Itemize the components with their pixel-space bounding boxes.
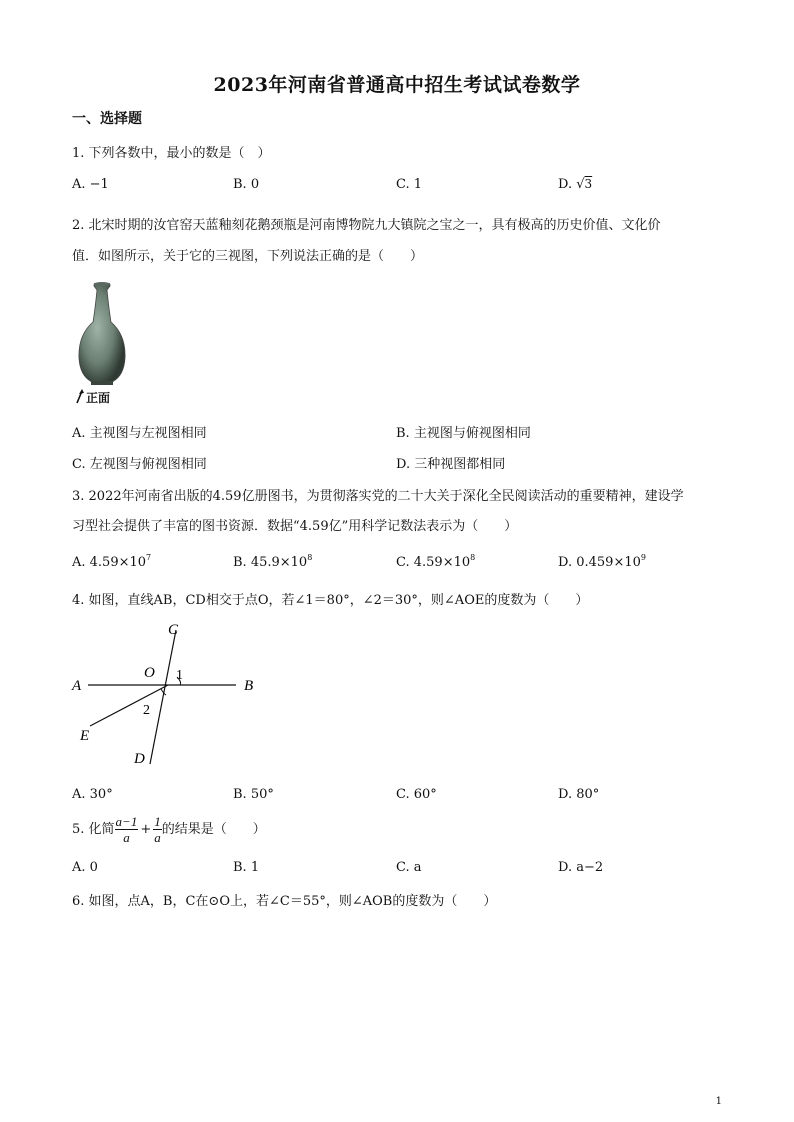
q3-option-a-exp: 7	[146, 553, 152, 562]
q3-option-b	[233, 553, 312, 570]
line-cd	[150, 630, 176, 764]
q5-stem	[72, 814, 266, 845]
label-b: B	[244, 678, 254, 694]
label-e: E	[80, 728, 90, 744]
q3-option-a-base: A. 4.59×10	[72, 555, 147, 570]
up-arrow-icon	[74, 388, 86, 404]
q1-stem: 1. 下列各数中，最小的数是（ ）	[72, 146, 271, 161]
q1-option-d	[558, 177, 592, 192]
q5-option-c: C. a	[396, 860, 422, 875]
label-c: C	[168, 622, 179, 638]
q4-geometry-figure	[68, 616, 278, 772]
q5-fraction-1	[115, 814, 139, 845]
q3-stem-line2: 习型社会提供了丰富的图书资源．数据“4.59亿”用科学记数法表示为（ ）	[72, 519, 518, 534]
q6-stem: 6. 如图，点A，B，C在⊙O上，若∠C＝55°，则∠AOB的度数为（ ）	[72, 894, 497, 909]
q1-option-d-radicand: 3	[584, 177, 593, 191]
q5-fraction-2-denominator: a	[154, 830, 161, 845]
q4-option-a: A. 30°	[72, 787, 113, 802]
sqrt-symbol: √3	[576, 177, 593, 192]
q5-option-b: B. 1	[233, 860, 260, 875]
q5-stem-suffix: 的结果是（ ）	[161, 822, 266, 837]
q1-option-a: A. −1	[72, 177, 109, 192]
q5-plus: +	[140, 822, 152, 837]
q3-option-d-base: D. 0.459×10	[558, 555, 641, 570]
label-1: 1	[176, 668, 183, 683]
q2-stem-line2: 值．如图所示，关于它的三视图，下列说法正确的是（ ）	[72, 249, 424, 264]
q3-stem-line1: 3. 2022年河南省出版的4.59亿册图书，为贯彻落实党的二十大关于深化全民阅读活动的重要精神，建设学	[72, 489, 684, 504]
q1-option-d-prefix: D.	[558, 177, 577, 192]
q4-option-b: B. 50°	[233, 787, 274, 802]
q3-option-d	[558, 553, 646, 570]
q5-option-d: D. a−2	[558, 860, 604, 875]
q1-option-b: B. 0	[233, 177, 260, 192]
ray-oe	[90, 685, 168, 726]
q3-option-b-exp: 8	[307, 553, 313, 562]
q2-option-a: A. 主视图与左视图相同	[72, 426, 207, 441]
q5-fraction-2-numerator: 1	[154, 814, 161, 829]
q2-option-c: C. 左视图与俯视图相同	[72, 457, 207, 472]
label-2: 2	[143, 703, 150, 718]
q3-option-c-exp: 8	[470, 553, 476, 562]
q3-option-c-base: C. 4.59×10	[396, 555, 471, 570]
q5-option-a: A. 0	[72, 860, 98, 875]
q2-option-b: B. 主视图与俯视图相同	[396, 426, 531, 441]
section-heading: 一、选择题	[72, 111, 142, 127]
label-a: A	[72, 678, 82, 694]
label-d: D	[134, 751, 145, 767]
q5-stem-prefix: 5. 化简	[72, 822, 115, 837]
page-title: 2023年河南省普通高中招生考试试卷数学	[213, 74, 581, 96]
vase-front-label: 正面	[86, 391, 111, 405]
page-number: 1	[715, 1096, 722, 1107]
q5-fraction-1-numerator: a−1	[115, 814, 138, 829]
q3-option-a	[72, 553, 151, 570]
q4-option-d: D. 80°	[558, 787, 600, 802]
q3-option-d-exp: 9	[640, 553, 646, 562]
q5-fraction-1-denominator: a	[123, 830, 130, 845]
vase-image	[72, 280, 132, 388]
q5-fraction-2	[153, 814, 162, 845]
q1-option-c: C. 1	[396, 177, 423, 192]
label-o: O	[144, 665, 155, 681]
q4-option-c: C. 60°	[396, 787, 437, 802]
q4-stem: 4. 如图，直线AB，CD相交于点O，若∠1＝80°，∠2＝30°，则∠AOE的度数为（ ）	[72, 593, 589, 608]
q2-option-d: D. 三种视图都相同	[396, 457, 506, 472]
q2-stem-line1: 2. 北宋时期的汝官窑天蓝釉刻花鹅颈瓶是河南博物院九大镇院之宝之一，具有极高的历史价值、文化价	[72, 218, 661, 233]
q3-option-c	[396, 553, 475, 570]
q3-option-b-base: B. 45.9×10	[233, 555, 308, 570]
